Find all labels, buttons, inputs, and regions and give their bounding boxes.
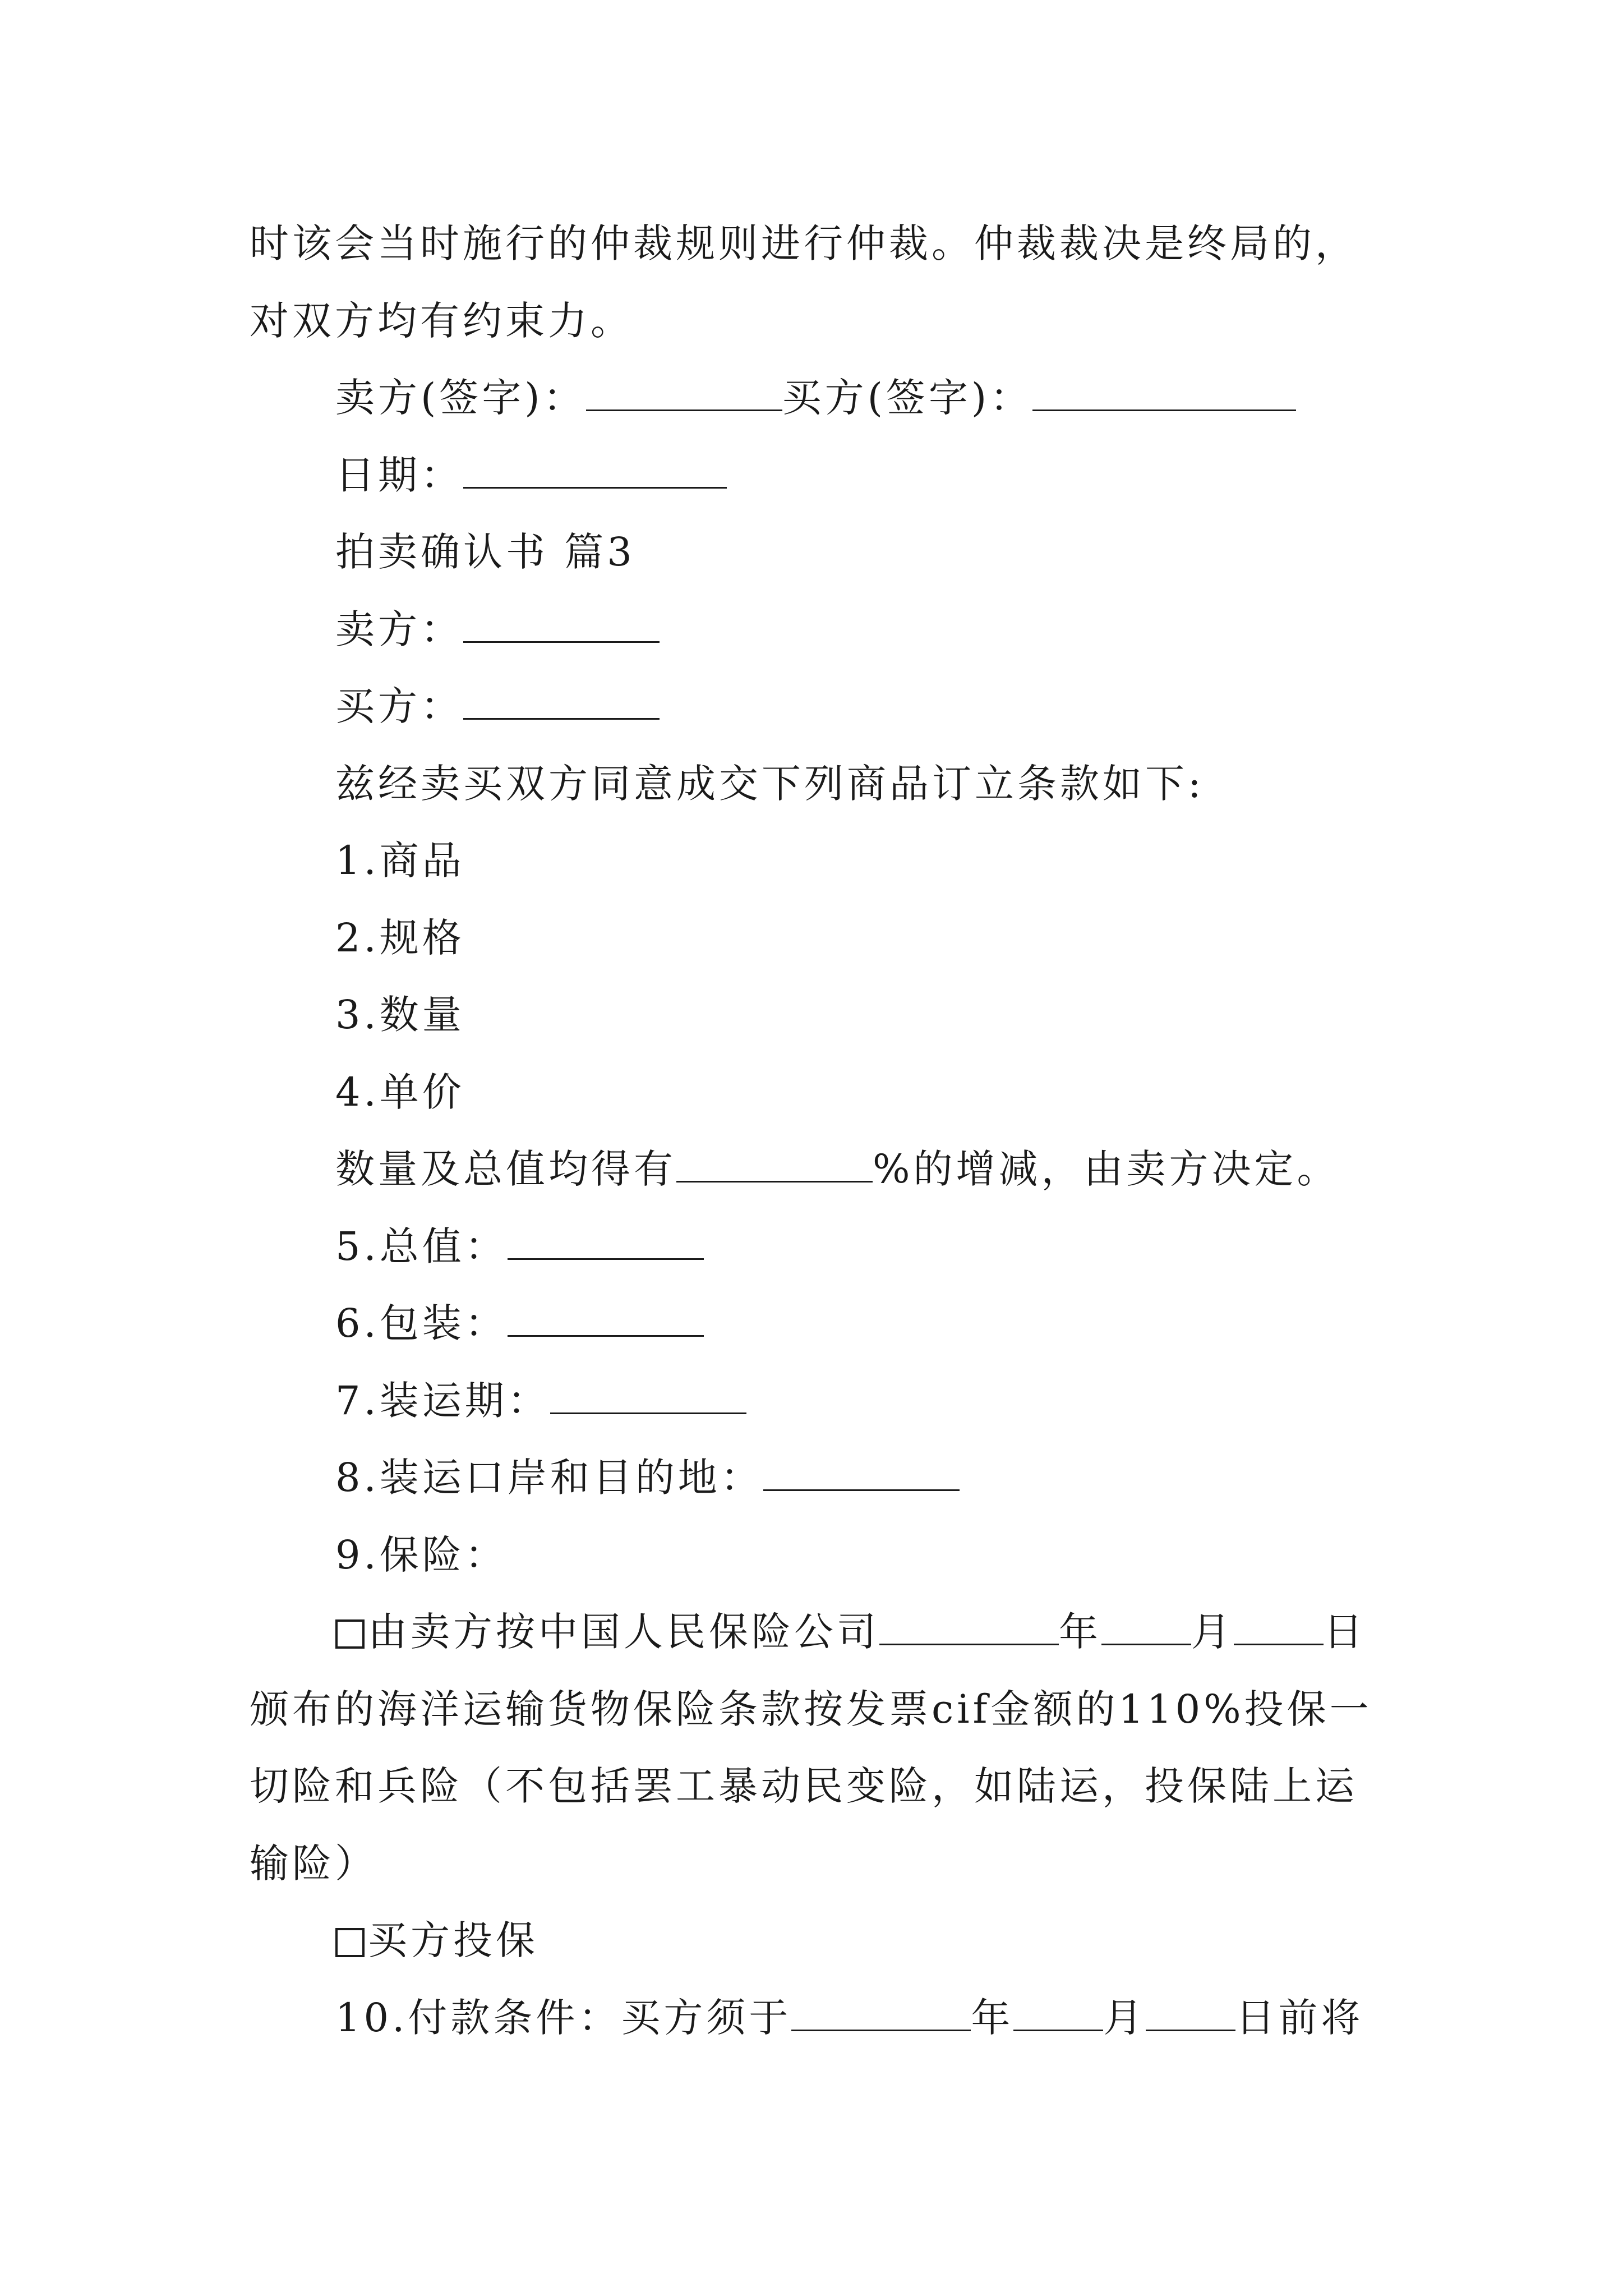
insurance-option-line <box>335 1608 1366 1655</box>
payment-day-blank[interactable] <box>1146 1997 1235 2031</box>
text: 日前将 <box>1235 1995 1364 2041</box>
list-item <box>335 1377 746 1424</box>
text: 年 <box>1059 1609 1101 1655</box>
text: 买方投保 <box>368 1917 538 1963</box>
buyer-line <box>335 683 660 730</box>
text: 对双方均有约束力。 <box>250 298 633 344</box>
seller-label: 卖方： <box>335 606 463 652</box>
text: 月 <box>1103 1995 1146 2041</box>
paragraph-line <box>250 297 633 344</box>
buyer-signature-blank[interactable] <box>1032 377 1296 411</box>
total-value-blank[interactable] <box>508 1226 704 1260</box>
text: 年 <box>971 1995 1014 2041</box>
list-item <box>335 1223 704 1270</box>
text: 颁布的海洋运输货物保险条款按发票cif金额的110%投保一 <box>250 1686 1372 1732</box>
paragraph-line <box>250 1686 1372 1733</box>
checkbox-seller-insure[interactable] <box>335 1619 365 1649</box>
buyer-blank[interactable] <box>463 685 660 720</box>
list-item <box>335 991 465 1038</box>
seller-line <box>335 606 660 653</box>
text: 拍卖确认书 篇3 <box>335 529 635 575</box>
shipment-period-blank[interactable] <box>550 1380 746 1414</box>
intro-line <box>335 760 1205 807</box>
tolerance-blank[interactable] <box>676 1148 873 1182</box>
day-blank[interactable] <box>1234 1611 1324 1645</box>
date-label: 日期： <box>335 452 463 498</box>
text: 3.数量 <box>335 992 465 1038</box>
signature-line <box>335 374 1296 421</box>
seller-sign-label: 卖方(签字)： <box>335 375 586 421</box>
text: 1.商品 <box>335 838 465 884</box>
date-blank[interactable] <box>463 454 727 489</box>
paragraph-line <box>250 1763 1358 1810</box>
text: 切险和兵险（不包括罢工暴动民变险，如陆运，投保陆上运 <box>250 1763 1358 1809</box>
text: %的增减，由卖方决定。 <box>873 1146 1340 1192</box>
text: 兹经卖买双方同意成交下列商品订立条款如下: <box>335 761 1205 807</box>
text: 9.保险： <box>335 1532 508 1578</box>
text: 日 <box>1324 1609 1366 1655</box>
section-title <box>335 528 635 576</box>
paragraph-line <box>250 1840 377 1887</box>
buyer-sign-label: 买方(签字)： <box>782 375 1033 421</box>
packing-blank[interactable] <box>508 1303 704 1337</box>
text: 月 <box>1191 1609 1234 1655</box>
date-line <box>335 452 727 499</box>
text: 时该会当时施行的仲裁规则进行仲裁。仲裁裁决是终局的， <box>250 220 1358 266</box>
seller-blank[interactable] <box>463 609 660 643</box>
seller-signature-blank[interactable] <box>586 377 782 411</box>
text: 由卖方按中国人民保险公司 <box>368 1609 879 1655</box>
payment-terms-line <box>335 1994 1363 2041</box>
text: 5.总值： <box>335 1223 508 1269</box>
quantity-tolerance-line <box>335 1145 1340 1193</box>
list-item <box>335 914 465 961</box>
text: 10.付款条件：买方须于 <box>335 1995 792 2041</box>
checkbox-buyer-insure[interactable] <box>335 1928 365 1957</box>
payment-month-blank[interactable] <box>1013 1997 1103 2031</box>
list-item <box>335 1069 465 1116</box>
buyer-label: 买方： <box>335 683 463 729</box>
year-blank[interactable] <box>879 1611 1059 1645</box>
port-destination-blank[interactable] <box>763 1457 960 1491</box>
text: 2.规格 <box>335 915 465 961</box>
list-item <box>335 1531 508 1579</box>
list-item <box>335 1300 704 1347</box>
list-item <box>335 837 465 884</box>
insurance-option-line <box>335 1917 538 1964</box>
text: 4.单价 <box>335 1069 465 1115</box>
payment-year-blank[interactable] <box>791 1997 971 2031</box>
text: 输险） <box>250 1841 377 1887</box>
text: 6.包装： <box>335 1300 508 1346</box>
text: 8.装运口岸和目的地： <box>335 1455 763 1501</box>
month-blank[interactable] <box>1101 1611 1191 1645</box>
paragraph-line <box>250 220 1358 267</box>
text: 数量及总值均得有 <box>335 1146 676 1192</box>
text: 7.装运期： <box>335 1378 550 1424</box>
list-item <box>335 1454 960 1501</box>
